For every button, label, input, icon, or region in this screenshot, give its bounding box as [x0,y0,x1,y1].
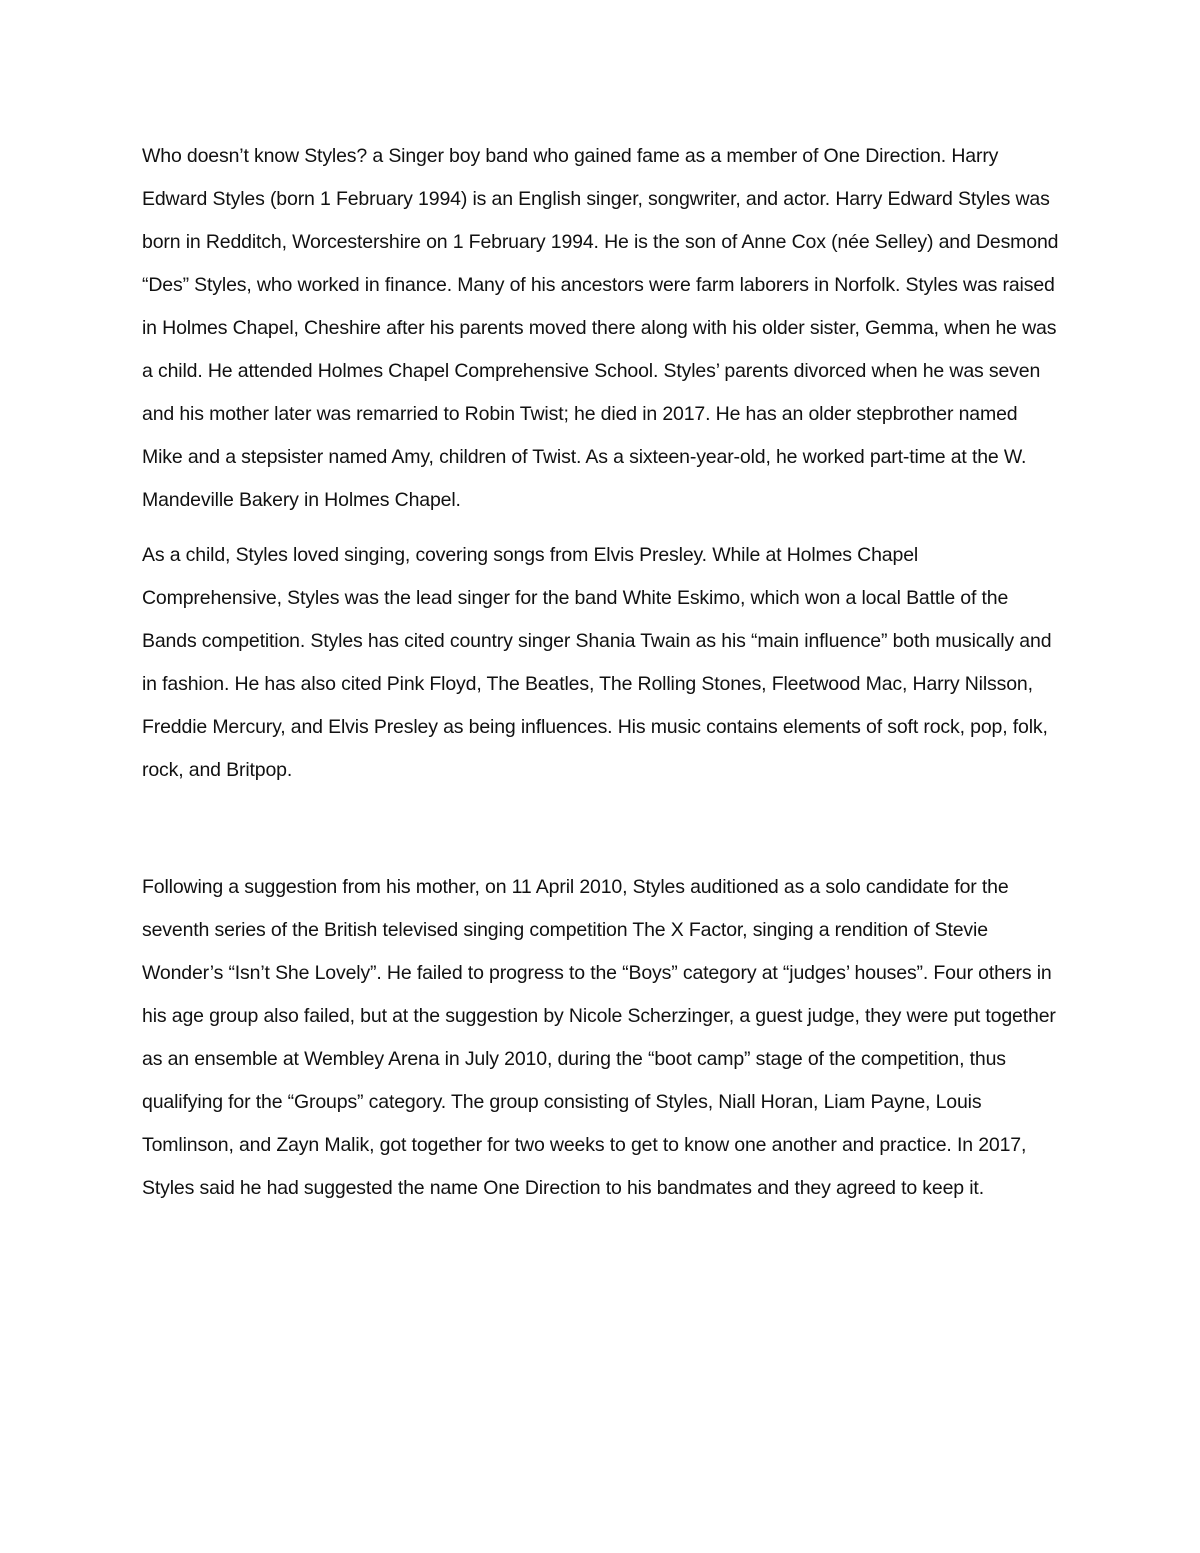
paragraph-x-factor-audition: Following a suggestion from his mother, on 11 April 2010, Styles auditioned as a solo candidate for the seventh series of the British televised singing competition The X Factor, singing a rendition of Stevie Wonder’s “Isn’t She Lovely”. He failed to progress to the “Boys” category at “judges’ houses”. Four others in his age group also failed, but at the suggestion by Nicole Scherzinger, a guest judge, they were put together as an ensemble at Wembley Arena in July 2010, during the “boot camp” stage of the competition, thus qualifying for the “Groups” category. The group consisting of Styles, Niall Horan, Liam Payne, Louis Tomlinson, and Zayn Malik, got together for two weeks to get to know one another and practice. In 2017, Styles said he had suggested the name One Direction to his bandmates and they agreed to keep it. [142,876,1056,1199]
document-body [142,135,1062,1210]
paragraph-musical-influences: As a child, Styles loved singing, covering songs from Elvis Presley. While at Holmes Chapel Comprehensive, Styles was the lead singer for the band White Eskimo, which won a local Battle of the Bands competition. Styles has cited country singer Shania Twain as his “main influence” both musically and in fashion. He has also cited Pink Floyd, The Beatles, The Rolling Stones, Fleetwood Mac, Harry Nilsson, Freddie Mercury, and Elvis Presley as being influences. His music contains elements of soft rock, pop, folk, rock, and Britpop. [142,544,1052,781]
paragraph-early-life: Who doesn’t know Styles? a Singer boy band who gained fame as a member of One Direction. Harry Edward Styles (born 1 February 1994) is an English singer, songwriter, and actor. Harry Edward Styles was born in Redditch, Worcestershire on 1 February 1994. He is the son of Anne Cox (née Selley) and Desmond “Des” Styles, who worked in finance. Many of his ancestors were farm laborers in Norfolk. Styles was raised in Holmes Chapel, Cheshire after his parents moved there along with his older sister, Gemma, when he was a child. He attended Holmes Chapel Comprehensive School. Styles’ parents divorced when he was seven and his mother later was remarried to Robin Twist; he died in 2017. He has an older stepbrother named Mike and a stepsister named Amy, children of Twist. As a sixteen-year-old, he worked part-time at the W. Mandeville Bakery in Holmes Chapel. [142,145,1059,511]
